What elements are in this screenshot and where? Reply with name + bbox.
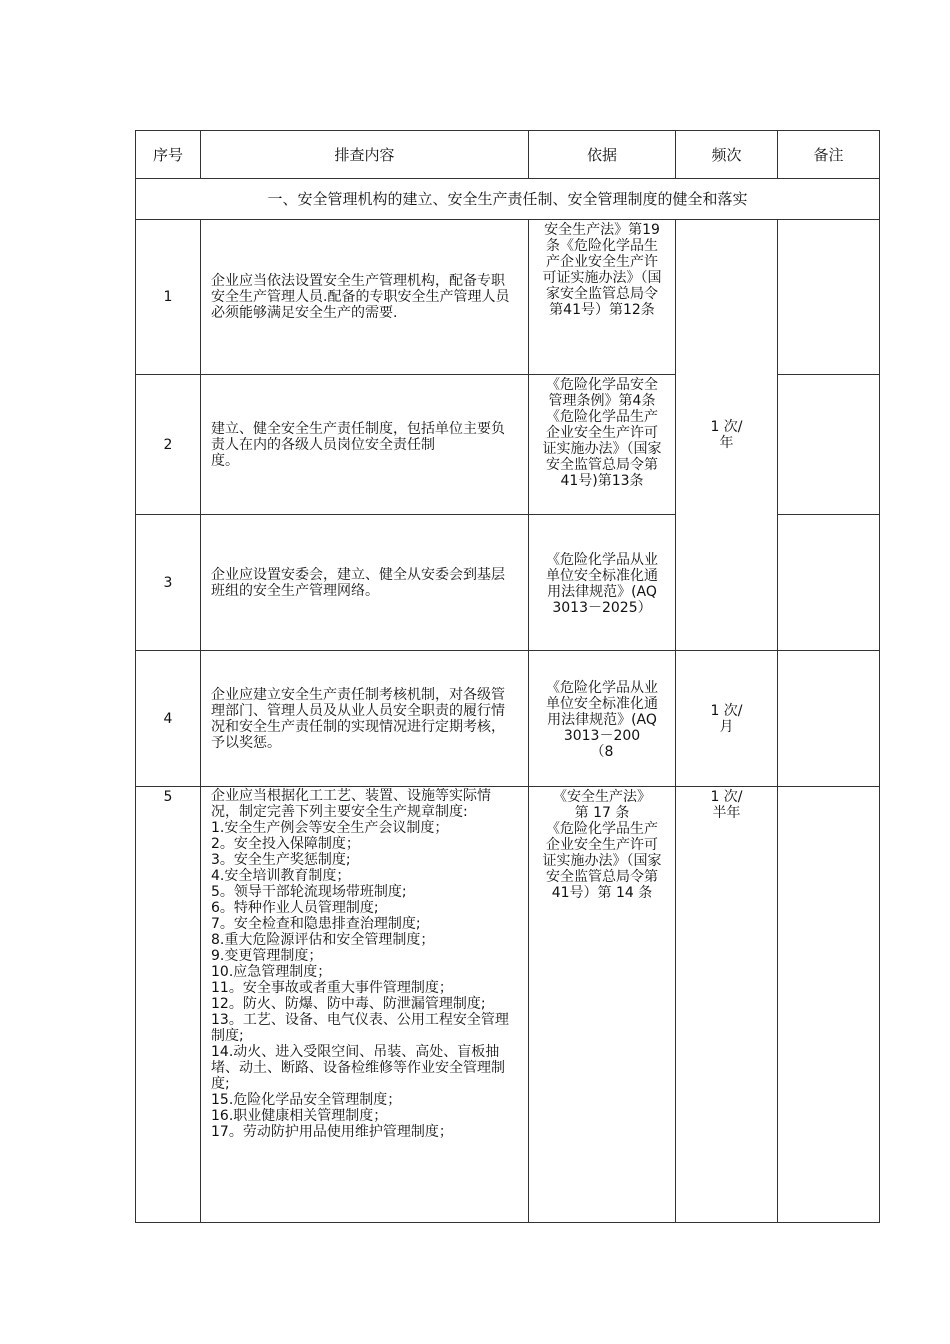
section-title: 一、安全管理机构的建立、安全生产责任制、安全管理制度的健全和落实 [136,179,880,220]
frequency-line: 半年 [712,805,741,821]
frequency-line: 1 次/ [710,702,743,719]
basis-line: 《危险化学品从业单位安全标准化通用法律规范》(AQ 3013－200 [546,679,658,744]
row-basis: 《危险化学品安全管理条例》第4条《危险化学品生产企业安全生产许可证实施办法》（国家安全监管总局令第41号)第13条 [529,375,676,515]
frequency-line: 年 [719,435,734,451]
basis-line: 《危险化学品生产企业安全生产许可证实施办法》（国家安全监管总局令第41号）第 14 条 [542,821,662,901]
content-line: 7。安全检查和隐患排查治理制度; [211,916,421,932]
basis-line: 《安全生产法》 [553,789,651,805]
table-row [136,787,880,1223]
row-content [201,375,529,515]
row-content: 企业应设置安委会，建立、健全从安委会到基层班组的安全生产管理网络。 [201,515,529,651]
content-line: 1.安全生产例会等安全生产会议制度； [211,820,449,836]
header-remark: 备注 [778,131,880,179]
content-line: 度。 [211,452,239,469]
row-remark [778,515,880,651]
row-remark [778,220,880,375]
content-line: 17。劳动防护用品使用维护管理制度； [211,1124,453,1140]
row-content: 企业应当依法设置安全生产管理机构，配备专职安全生产管理人员.配备的专职安全生产管理人员必须能够满足安全生产的需要. [201,220,529,375]
document-page [135,130,879,1223]
content-line: 12。防火、防爆、防中毒、防泄漏管理制度; [211,996,486,1012]
header-basis: 依据 [529,131,676,179]
table-header-row [136,131,880,179]
row-number: 2 [136,375,201,515]
header-no: 序号 [136,131,201,179]
row-remark [778,651,880,787]
header-content: 排查内容 [201,131,529,179]
table-row [136,220,880,375]
inspection-table [135,130,880,1223]
row-remark [778,375,880,515]
content-line: 14.动火、进入受限空间、吊装、高处、盲板抽堵、动土、断路、设备检维修等作业安全管理制度; [211,1044,505,1092]
row-basis: 《危险化学品从业单位安全标准化通用法律规范》(AQ 3013－2025） [529,515,676,651]
frequency-line: 月 [719,718,734,735]
basis-line: （8 [590,743,614,760]
table-row [136,651,880,787]
frequency-line: 1 次/ [710,419,743,435]
content-line: 16.职业健康相关管理制度； [211,1108,388,1124]
content-line: 9.变更管理制度； [211,948,323,964]
row-frequency [676,651,778,787]
content-line: 2。安全投入保障制度； [211,836,360,852]
content-line: 15.危险化学品安全管理制度； [211,1092,402,1108]
row-remark [778,787,880,1223]
content-line: 建立、健全安全生产责任制度，包括单位主要负责人在内的各级人员岗位安全责任制 [211,420,505,453]
basis-line: 第 17 条 [574,805,630,821]
frequency-line: 1 次/ [710,789,743,805]
header-frequency: 频次 [676,131,778,179]
row-basis [529,787,676,1223]
content-line: 8.重大危险源评估和安全管理制度； [211,932,435,948]
row-content [201,787,529,1223]
row-basis: 安全生产法》第19条《危险化学品生产企业安全生产许可证实施办法》（国家安全监管总局令第41号）第12条 [529,220,676,375]
row-number: 4 [136,651,201,787]
content-line: 企业应当根据化工工艺、装置、设施等实际情况，制定完善下列主要安全生产规章制度: [211,788,491,820]
row-number: 3 [136,515,201,651]
content-line: 5。领导干部轮流现场带班制度; [211,884,407,900]
section-row [136,179,880,220]
content-line: 13。工艺、设备、电气仪表、公用工程安全管理制度; [211,1012,509,1044]
content-line: 11。安全事故或者重大事件管理制度； [211,980,453,996]
row-content: 企业应建立安全生产责任制考核机制，对各级管理部门、管理人员及从业人员安全职责的履行情况和安全生产责任制的实现情况进行定期考核，予以奖惩。 [201,651,529,787]
row-frequency [676,220,778,651]
row-number: 5 [136,787,201,1223]
content-line: 6。特种作业人员管理制度; [211,900,379,916]
content-line: 10.应急管理制度； [211,964,332,980]
row-number: 1 [136,220,201,375]
content-line: 4.安全培训教育制度； [211,868,351,884]
row-basis [529,651,676,787]
content-line: 3。安全生产奖惩制度; [211,852,351,868]
row-frequency [676,787,778,1223]
